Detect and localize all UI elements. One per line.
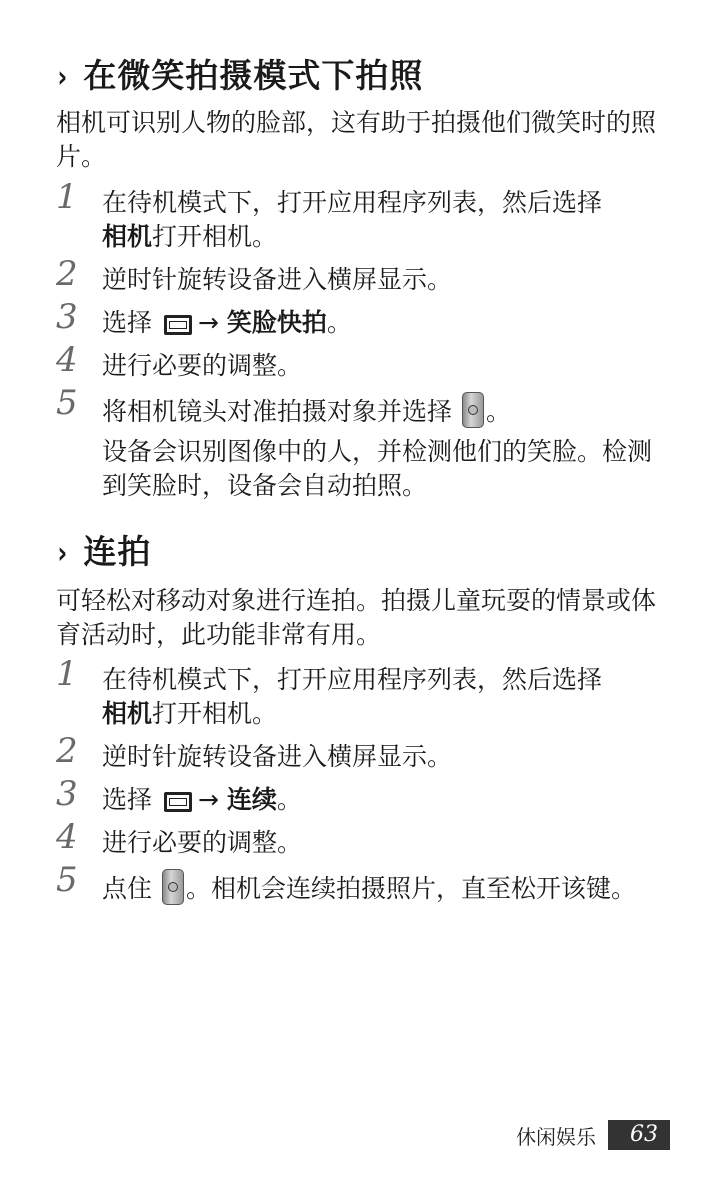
chevron-icon: ›: [57, 536, 69, 571]
step-number: 5: [56, 860, 78, 900]
step-text: 在待机模式下，打开应用程序列表，然后选择 相机打开相机。: [102, 188, 603, 251]
step-text: 在待机模式下，打开应用程序列表，然后选择 相机打开相机。: [102, 665, 603, 728]
step-2: [56, 254, 676, 297]
step-text: 选择 → 连续。: [102, 785, 302, 814]
step-number: 2: [56, 254, 78, 294]
step-number: 5: [56, 383, 78, 423]
step-5: [56, 383, 676, 503]
step-4: [56, 817, 676, 860]
section-intro: 相机可识别人物的脸部，这有助于拍摄他们微笑时的照片。: [56, 108, 657, 171]
bold-term: 连续: [226, 785, 277, 814]
step-3: [56, 297, 676, 340]
section-title-smile-shot: [56, 56, 423, 96]
step-5: [56, 860, 676, 906]
section-title-text: 连拍: [83, 532, 152, 571]
bold-term: 笑脸快拍: [226, 308, 327, 337]
step-text: 将相机镜头对准拍摄对象并选择 。: [102, 392, 676, 429]
step-2: [56, 731, 676, 774]
step-4: [56, 340, 676, 383]
step-text: 选择 → 笑脸快拍。: [102, 308, 352, 337]
menu-icon: [164, 315, 192, 335]
step-number: 1: [56, 177, 78, 217]
bold-term: 相机: [102, 699, 153, 728]
step-text: 点住 。相机会连续拍摄照片，直至松开该键。: [102, 869, 676, 906]
shutter-icon: [162, 869, 184, 905]
step-number: 4: [56, 817, 78, 857]
chapter-label: 休闲娱乐: [516, 1124, 596, 1149]
page-number: 63: [608, 1120, 670, 1150]
step-text: 进行必要的调整。: [102, 351, 303, 380]
step-3: [56, 774, 676, 817]
step-1: [56, 654, 676, 731]
section-title-continuous: [56, 532, 151, 572]
step-number: 3: [56, 297, 78, 337]
menu-icon: [164, 792, 192, 812]
bold-term: 相机: [102, 222, 153, 251]
step-text: 进行必要的调整。: [102, 828, 303, 857]
page-footer: [516, 1120, 670, 1150]
arrow-icon: →: [197, 308, 219, 337]
step-number: 1: [56, 654, 78, 694]
arrow-icon: →: [197, 785, 219, 814]
step-number: 3: [56, 774, 78, 814]
section-intro: 可轻松对移动对象进行连拍。拍摄儿童玩耍的情景或体育活动时，此功能非常有用。: [56, 586, 657, 649]
step-1: [56, 177, 676, 254]
step-number: 2: [56, 731, 78, 771]
shutter-icon: [462, 392, 484, 428]
step-note: 设备会识别图像中的人，并检测他们的笑脸。检测到笑脸时，设备会自动拍照。: [102, 437, 653, 500]
step-number: 4: [56, 340, 78, 380]
chevron-icon: ›: [57, 60, 69, 95]
step-text: 逆时针旋转设备进入横屏显示。: [102, 742, 453, 771]
section-title-text: 在微笑拍摄模式下拍照: [83, 56, 424, 95]
step-text: 逆时针旋转设备进入横屏显示。: [102, 265, 453, 294]
